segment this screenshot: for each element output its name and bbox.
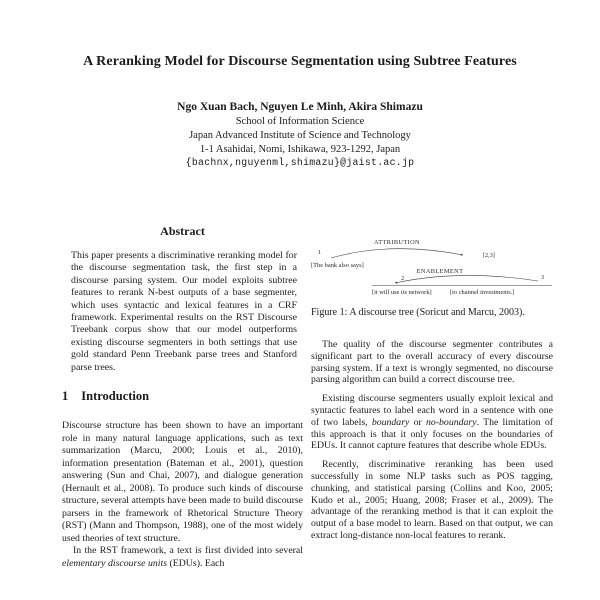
paragraph <box>71 250 297 374</box>
paragraph <box>311 459 553 542</box>
node2-label: 2 <box>401 275 405 282</box>
text-run: boundary <box>371 416 410 428</box>
text-run: Existing discourse segmenters usually exploit lexical and syntactic features to label each word in a sentence with one of two labels, <box>311 393 553 428</box>
attribution-relation-label: ATTRIBUTION <box>373 239 421 246</box>
paragraph <box>311 393 553 452</box>
enablement-relation-label: ENABLEMENT <box>416 268 464 275</box>
node1-label: 1 <box>318 249 322 256</box>
edu2-text: [it will use its network] <box>372 289 432 296</box>
affiliation-institute: Japan Advanced Institute of Science and Technology <box>189 129 411 141</box>
text-run: Recently, discriminative reranking has been used successfully in some NLP tasks such as POS tagging, chunking, and statistical parsing (Collins and Koo, 2005; Kudo et al., 2005; Huang, 2008; Fraser et al., 2009). The advantage of the reranking method is that it can exploit the output of a base model to learn. Based on that output, we can extract long-distance non-local features to rerank. <box>311 459 553 541</box>
right-column-body <box>311 339 553 542</box>
left-column <box>62 224 303 570</box>
paragraph <box>62 545 303 570</box>
discourse-tree-figure <box>311 236 553 298</box>
text-run: no-boundary <box>425 416 477 428</box>
span-label: [2,3] <box>483 252 495 259</box>
author-names: Ngo Xuan Bach, Nguyen Le Minh, Akira Shimazu <box>177 101 423 113</box>
paper-title: A Reranking Model for Discourse Segmentation using Subtree Features <box>83 54 517 69</box>
section-title: Introduction <box>81 389 150 404</box>
edu3-text: [to channel investments.] <box>450 289 515 296</box>
right-column <box>311 236 553 542</box>
affiliation-department: School of Information Science <box>235 116 365 127</box>
section-heading-introduction <box>62 389 303 404</box>
paper-header <box>0 54 600 170</box>
attribution-arrow <box>331 249 463 258</box>
paragraph <box>62 420 303 545</box>
introduction-body <box>62 420 303 570</box>
abstract-heading: Abstract <box>160 224 205 238</box>
affiliation-block <box>0 115 600 170</box>
figure-caption: Figure 1: A discourse tree (Soricut and Marcu, 2003). <box>311 307 525 318</box>
paragraph <box>311 339 553 386</box>
abstract-body <box>62 250 303 374</box>
text-run: elementary discourse units <box>62 557 168 569</box>
author-emails: {bachnx,nguyenml,shimazu}@jaist.ac.jp <box>185 157 415 169</box>
text-run: . The limitation of this approach is that it only focuses on the boundaries of EDUs. It cannot capture features that describe whole EDUs. <box>311 416 553 452</box>
affiliation-address: 1-1 Asahidai, Nomi, Ishikawa, 923-1292, Japan <box>199 143 401 155</box>
section-number: 1 <box>62 389 69 404</box>
text-run: Discourse structure has been shown to have an important role in many natural language applications, such as text summarization (Marcu, 2000; Louis et al., 2010), information presentation (Bateman et al., 2001), question answering (Sun and Chai, 2007), and dialogue generation (Hernault et al., 2008). To produce such kinds of discourse structure, several attempts have been made to build discourse parsers in the framework of Rhetorical Structure Theory (RST) (Mann and Thompson, 1988), one of the most widely used theories of text structure. <box>62 420 303 544</box>
text-run: In the RST framework, a text is first divided into several <box>73 545 303 557</box>
text-run: (EDUs). Each <box>167 557 225 569</box>
enablement-arrow <box>395 275 538 283</box>
text-run: or <box>409 416 426 428</box>
text-run: The quality of the discourse segmenter contributes a significant part to the overall accuracy of every discourse parsing system. If a text is wrongly segmented, no discourse parsing algorithm can build a correct discourse tree. <box>311 339 553 386</box>
edu1-text: [The bank also says] <box>311 262 364 269</box>
node3-label: 3 <box>541 274 545 281</box>
text-run: This paper presents a discriminative reranking model for the discourse segmentation task, the first step in a discourse parsing system. Our model exploits subtree features to rerank N-best outputs of a base segmenter, which uses syntactic and lexical features in a CRF framework. Experimental results on the RST Discourse Treebank corpus show that our model outperforms existing discourse segmenters in both settings that use gold standard Penn Treebank parse trees and Stanford parse trees. <box>71 250 297 373</box>
